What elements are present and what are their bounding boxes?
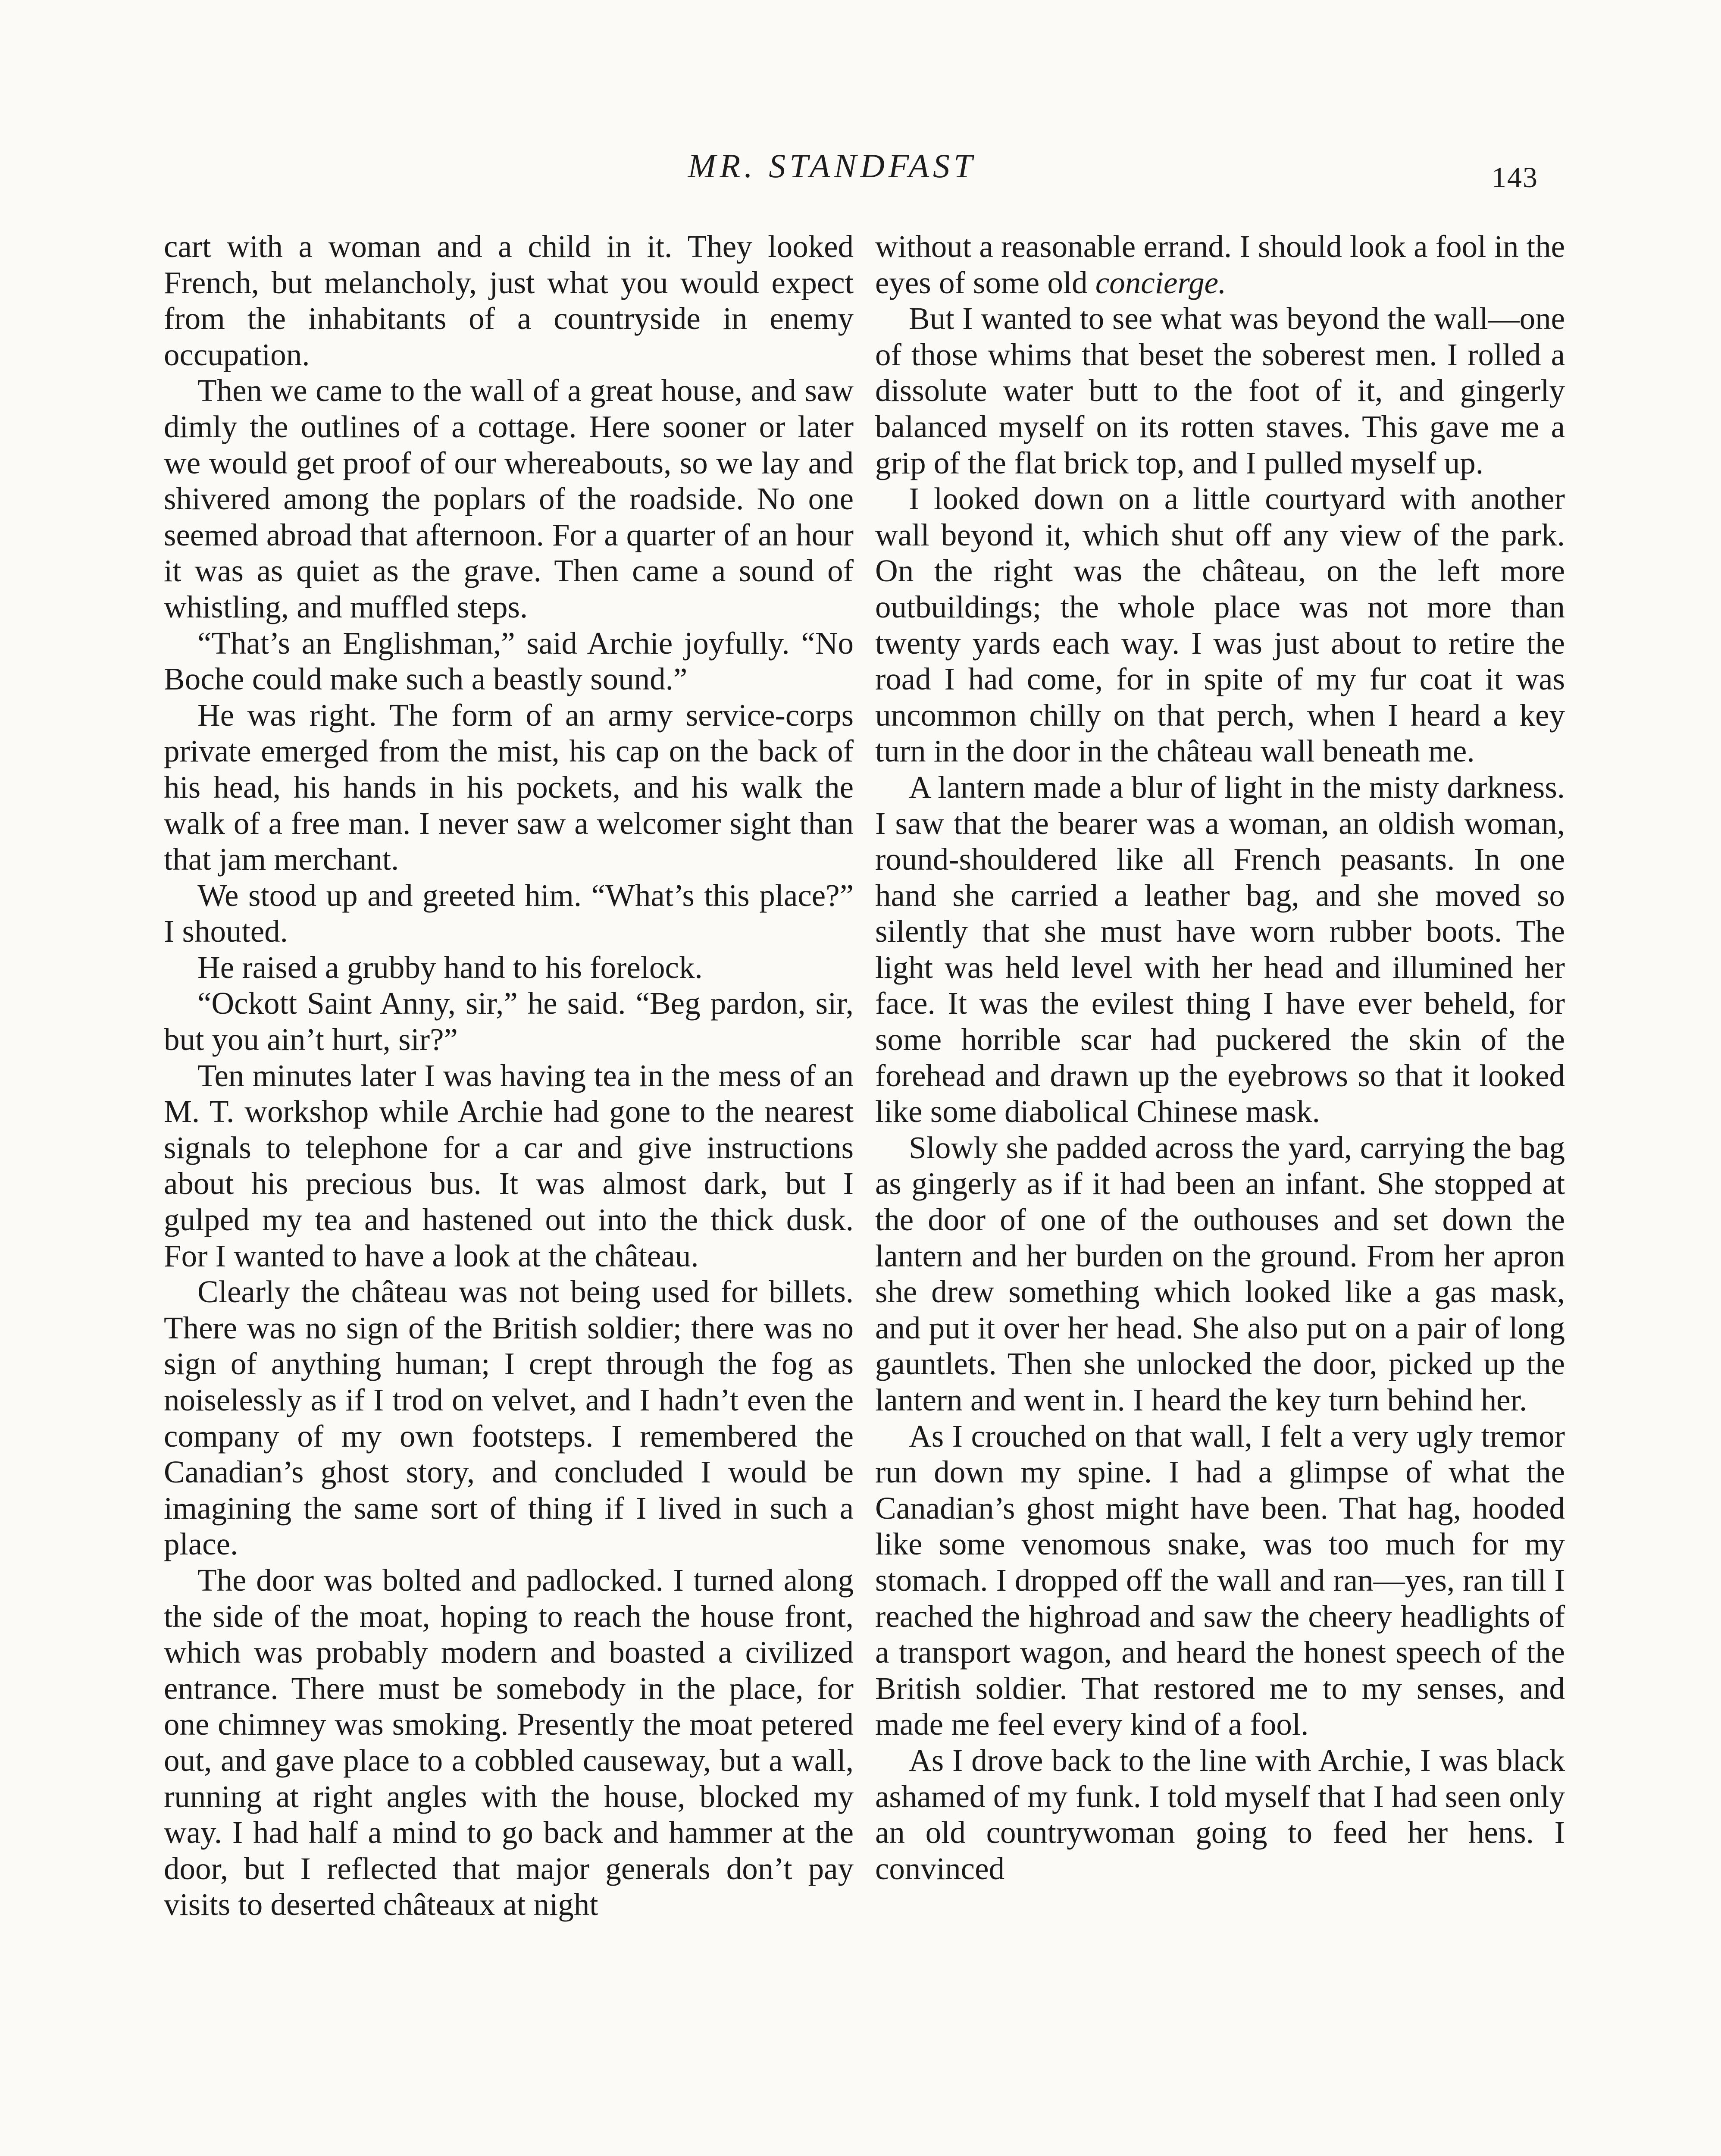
italic-word: concierge.	[1095, 265, 1227, 300]
paragraph: We stood up and greeted him. “What’s this place?” I shouted.	[164, 877, 854, 949]
paragraph: “Ockott Saint Anny, sir,” he said. “Beg pardon, sir, but you ain’t hurt, sir?”	[164, 986, 854, 1057]
paragraph: “That’s an Englishman,” said Archie joyfully. “No Boche could make such a beastly sound.”	[164, 625, 854, 697]
paragraph: Clearly the château was not being used for billets. There was no sign of the British soldier; there was no sign of anything human; I crept through the fog as noiselessly as if I trod on velvet, and I hadn’t even the company of my own footsteps. I remembered the Canadian’s ghost story, and concluded I would be imagining the same sort of thing if I lived in such a place.	[164, 1274, 854, 1562]
paragraph: As I drove back to the line with Archie, I was black ashamed of my funk. I told myself that I had seen only an old countrywoman going to feed her hens. I convinced	[875, 1742, 1565, 1886]
paragraph: A lantern made a blur of light in the misty darkness. I saw that the bearer was a woman, an oldish woman, round-shouldered like all French peasants. In one hand she carried a leather bag, and she moved so silently that she must have worn rubber boots. The light was held level with her head and illumined her face. It was the evilest thing I have ever beheld, for some horrible scar had puckered the skin of the forehead and drawn up the eyebrows so that it looked like some diabolical Chinese mask.	[875, 769, 1565, 1129]
paragraph: Then we came to the wall of a great house, and saw dimly the outlines of a cottage. Here sooner or later we would get proof of our whereabouts, so we lay and shivered among the poplars of the roadside. No one seemed abroad that afternoon. For a quarter of an hour it was as quiet as the grave. Then came a sound of whistling, and muffled steps.	[164, 373, 854, 624]
paragraph: Slowly she padded across the yard, carrying the bag as gingerly as if it had been an infant. She stopped at the door of one of the outhouses and set down the lantern and her burden on the ground. From her apron she drew something which looked like a gas mask, and put it over her head. She also put on a pair of long gauntlets. Then she unlocked the door, picked up the lantern and went in. I heard the key turn behind her.	[875, 1130, 1565, 1417]
paragraph: He was right. The form of an army service-corps private emerged from the mist, his cap on the back of his head, his hands in his pockets, and his walk the walk of a free man. I never saw a welcomer sight than that jam merchant.	[164, 697, 854, 877]
paragraph: The door was bolted and padlocked. I turned along the side of the moat, hoping to reach the house front, which was probably modern and boasted a civilized entrance. There must be somebody in the place, for one chimney was smoking. Presently the moat petered out, and gave place to a cobbled causeway, but a wall, running at right angles with the house, blocked my way. I had half a mind to go back and hammer at the door, but I reflected that major generals don’t pay visits to deserted châteaux at night	[164, 1562, 854, 1922]
paragraph-text: without a reasonable errand. I should look a fool in the eyes of some old	[875, 229, 1565, 300]
left-column	[164, 229, 854, 1923]
paragraph: Ten minutes later I was having tea in the mess of an M. T. workshop while Archie had gone to the nearest signals to telephone for a car and give instructions about his precious bus. It was almost dark, but I gulped my tea and hastened out into the thick dusk. For I wanted to have a look at the château.	[164, 1058, 854, 1273]
paragraph: cart with a woman and a child in it. They looked French, but melancholy, just what you would expect from the inhabitants of a countryside in enemy occupation.	[164, 229, 854, 372]
paragraph	[875, 229, 1565, 301]
paragraph: But I wanted to see what was beyond the wall—one of those whims that beset the soberest men. I rolled a dissolute water butt to the foot of it, and gingerly balanced myself on its rotten staves. This gave me a grip of the flat brick top, and I pulled myself up.	[875, 301, 1565, 480]
paragraph: I looked down on a little courtyard with another wall beyond it, which shut off any view of the park. On the right was the château, on the left more outbuildings; the whole place was not more than twenty yards each way. I was just about to retire the road I had come, for in spite of my fur coat it was uncommon chilly on that perch, when I heard a key turn in the door in the château wall beneath me.	[875, 481, 1565, 769]
running-title: MR. STANDFAST	[688, 147, 976, 185]
page-number: 143	[1492, 161, 1538, 194]
right-column	[875, 229, 1565, 1887]
paragraph: As I crouched on that wall, I felt a very ugly tremor run down my spine. I had a glimpse of what the Canadian’s ghost might have been. That hag, hooded like some venomous snake, was too much for my stomach. I dropped off the wall and ran—yes, ran till I reached the highroad and saw the cheery headlights of a transport wagon, and heard the honest speech of the British soldier. That restored me to my senses, and made me feel every kind of a fool.	[875, 1418, 1565, 1742]
paragraph: He raised a grubby hand to his forelock.	[197, 950, 703, 985]
